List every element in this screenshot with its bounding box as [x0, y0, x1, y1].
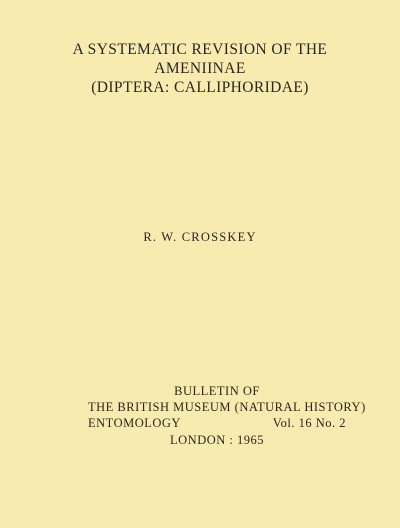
- place-year: LONDON : 1965: [170, 433, 264, 447]
- publication-info: [88, 383, 366, 448]
- bulletin-heading: BULLETIN OF: [174, 384, 260, 398]
- series-name: ENTOMOLOGY: [88, 416, 181, 430]
- series-row: [88, 415, 346, 431]
- document-title: [0, 40, 400, 97]
- title-line-1: A SYSTEMATIC REVISION OF THE: [72, 41, 328, 58]
- author-name: R. W. CROSSKEY: [143, 230, 257, 244]
- publisher-name: THE BRITISH MUSEUM (NATURAL HISTORY): [88, 400, 366, 414]
- volume-number: Vol. 16 No. 2: [272, 416, 346, 430]
- title-line-3: (DIPTERA: CALLIPHORIDAE): [91, 79, 309, 96]
- title-line-2: AMENIINAE: [154, 60, 246, 77]
